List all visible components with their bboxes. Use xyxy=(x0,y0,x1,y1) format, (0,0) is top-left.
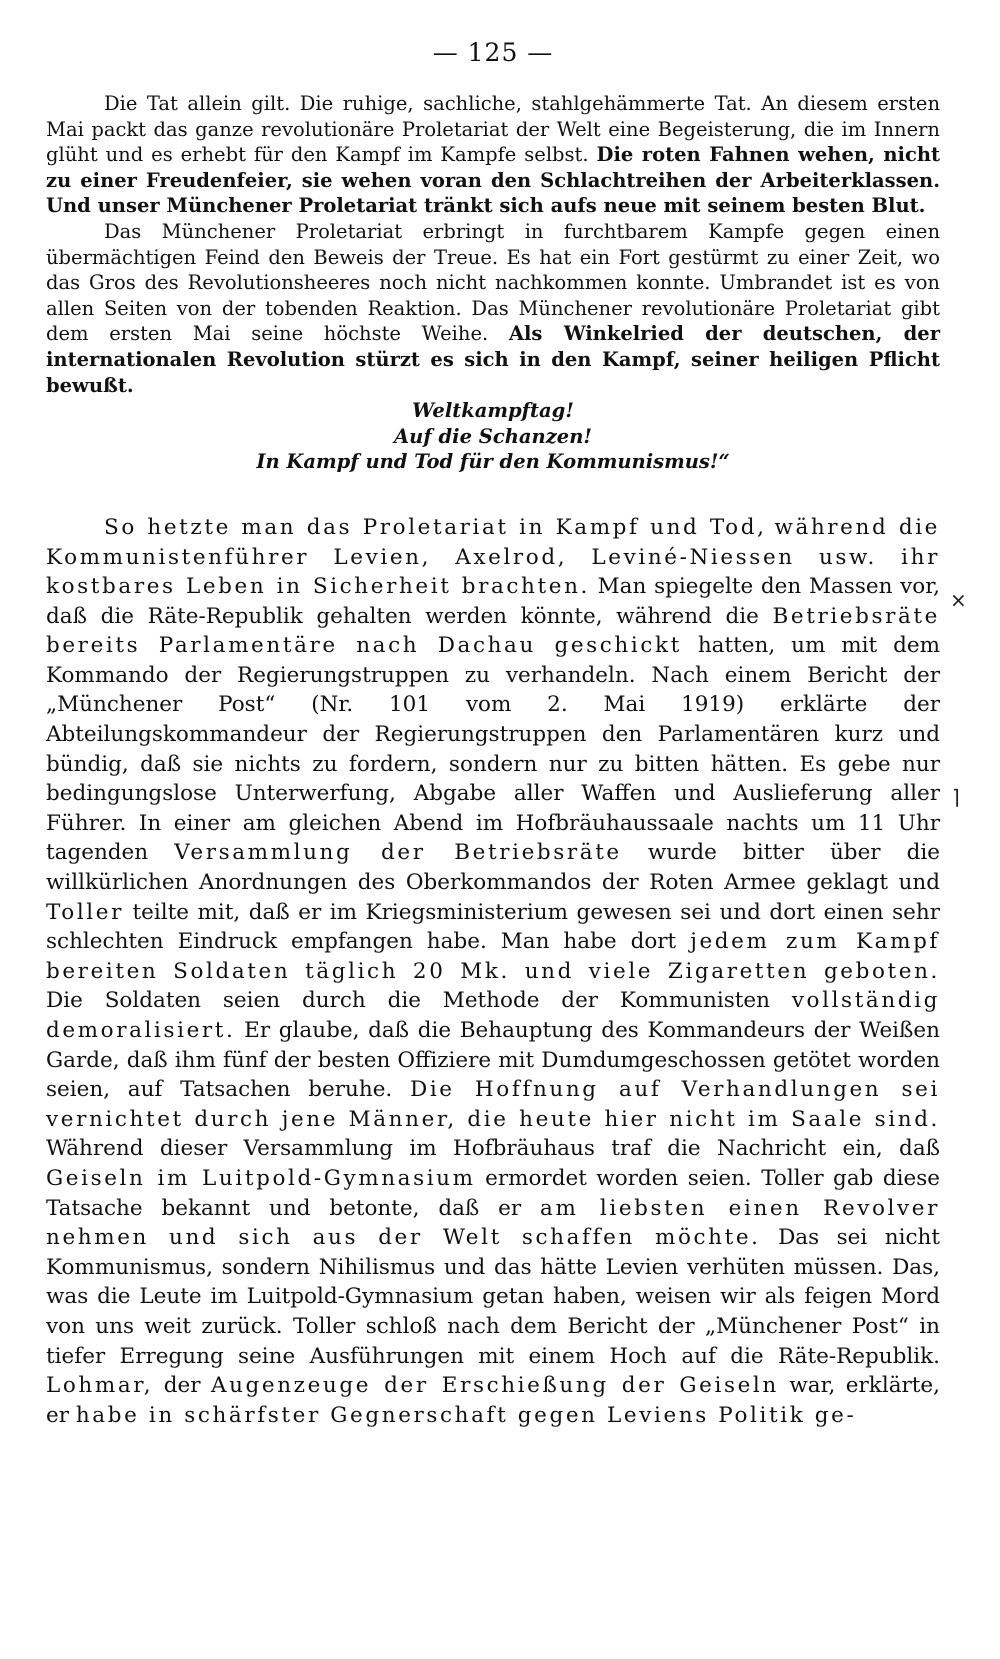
margin-mark-bracket: ⌉ xyxy=(952,785,960,809)
spaced-text: Versammlung der Betriebsräte xyxy=(174,840,622,866)
slogan-line-2: Auf die Schanzen! xyxy=(394,424,592,448)
spaced-text: Die Hoffnung auf Verhandlungen sei vernichtet durch jene Männer, die heute hier nicht im Saale sind. xyxy=(46,1077,940,1132)
spaced-text: habe in schärfster Gegnerschaft gegen Leviens Politik ge- xyxy=(75,1402,857,1428)
slogan-line-1: Weltkampftag! xyxy=(412,399,574,423)
spaced-text: am liebsten einen Revolver nehmen und sich aus der Welt schaffen möchte. xyxy=(46,1195,940,1251)
body-text: hatten, um mit dem Kommando der Regierungstruppen zu verhandeln. Nach einem Bericht der „Münchener Post“ (Nr. 101 vom 2. Mai 1919) erklärte der Abteilungskommandeur der Regierungstruppen den Parlamentären kurz und bündig, daß sie nichts zu fordern, sondern nur zu bitten hätten. Es gebe nur bedingungslose Unterwerfung, Abgabe aller Waffen und Auslieferung aller Führer. In einer am gleichen Abend im Hofbräuhaussaale nachts um 11 Uhr tagenden xyxy=(46,633,940,866)
spaced-text: So hetzte man das Proletariat in Kampf und Tod, xyxy=(104,514,767,540)
main-text xyxy=(46,513,940,1430)
spaced-text: Lohmar, xyxy=(46,1373,154,1399)
spaced-text: jedem zum Kampf bereiten Soldaten täglich 20 Mk. und viele Zigaretten geboten. xyxy=(46,929,940,984)
margin-mark-x: × xyxy=(950,588,967,612)
quote-bold-text: Als Winkelried der deutschen, der internationalen Revolution stürzt es sich in den Kampf, seiner heiligen Pflicht bewußt. xyxy=(46,322,940,397)
body-text: wurde bitter über die willkürlichen Anordnungen des Oberkommandos der Roten Armee geklagt und xyxy=(46,840,941,896)
spaced-text: während die Kommunistenführer Levien, Axelrod, Leviné-Niessen usw. ihr kostbares Leben in Sicherheit brachten. xyxy=(46,514,940,600)
quote-bold-text: Die roten Fahnen wehen, nicht zu einer Freudenfeier, sie wehen voran den Schlachtreihen der Arbeiterklassen. Und unser Münchener Proletariat tränkt sich aufs neue mit seinem besten Blut. xyxy=(46,143,941,218)
body-text: ermordet worden seien. Toller gab diese Tatsache bekannt und betonte, daß er xyxy=(46,1165,940,1221)
body-text: Während dieser Versammlung im Hofbräuhaus traf die Nachricht ein, daß xyxy=(46,1136,940,1162)
spaced-text: Toller xyxy=(46,899,124,925)
quote-paragraph-1 xyxy=(46,91,940,219)
body-text: teilte mit, daß er im Kriegsministerium gewesen sei und dort einen sehr schlechten Eindruck empfangen habe. Man habe dort xyxy=(46,899,940,955)
page-number: — 125 — xyxy=(432,38,554,67)
body-text: Die Soldaten seien durch die Methode der Kommunisten xyxy=(46,988,770,1014)
quoted-proclamation xyxy=(46,91,940,475)
body-text: war, erklärte, er xyxy=(46,1373,940,1428)
body-text: Man spiegelte den Massen vor, daß die Räte-Republik gehalten werden könnte, während die xyxy=(46,574,940,629)
body-text: Er glaube, daß die Behauptung des Kommandeurs der Weißen Garde, daß ihm fünf der besten Offiziere mit Dumdumgeschossen getötet worden seien, auf Tatsachen beruhe. xyxy=(46,1018,940,1103)
quote-paragraph-2 xyxy=(46,219,940,398)
body-text: Das sei nicht Kommunismus, sondern Nihilismus und das hätte Levien verhüten müssen. Das, was die Leute im Luitpold-Gymnasium getan haben, weisen wir als feigen Mord von uns weit zurück. Toller schloß nach dem Bericht der „Münchener Post“ in tiefer Erregung seine Ausführungen mit einem Hoch auf die Räte-Republik. xyxy=(46,1225,940,1369)
spaced-text: Augenzeuge der Erschießung der Geiseln xyxy=(210,1373,779,1399)
body-text: der xyxy=(163,1373,201,1399)
quote-text: Die Tat allein gilt. Die ruhige, sachliche, stahlgehämmerte Tat. An diesem ersten Mai packt das ganze revolutionäre Proletariat der Welt eine Begeisterung, die im Innern glüht und es erhebt für den Kampf im Kampfe selbst. xyxy=(46,92,940,167)
main-paragraph xyxy=(46,513,940,1430)
spaced-text: Geiseln im Luitpold-Gymnasium xyxy=(46,1165,476,1191)
spaced-text: vollständig demoralisiert. xyxy=(46,988,940,1043)
quote-text: Das Münchener Proletariat erbringt in furchtbarem Kampfe gegen einen übermächtigen Feind den Beweis der Treue. Es hat ein Fort gestürmt zu einer Zeit, wo das Gros des Revolutionsheeres noch nicht nachkommen konnte. Umbrandet ist es von allen Seiten von der tobenden Reaktion. Das Münchener revolutionäre Proletariat gibt dem ersten Mai seine höchste Weihe. xyxy=(46,219,940,346)
spaced-text: Betriebsräte bereits Parlamentäre nach Dachau geschickt xyxy=(46,603,940,659)
slogan-line-3: In Kampf und Tod für den Kommunismus!“ xyxy=(256,450,730,474)
